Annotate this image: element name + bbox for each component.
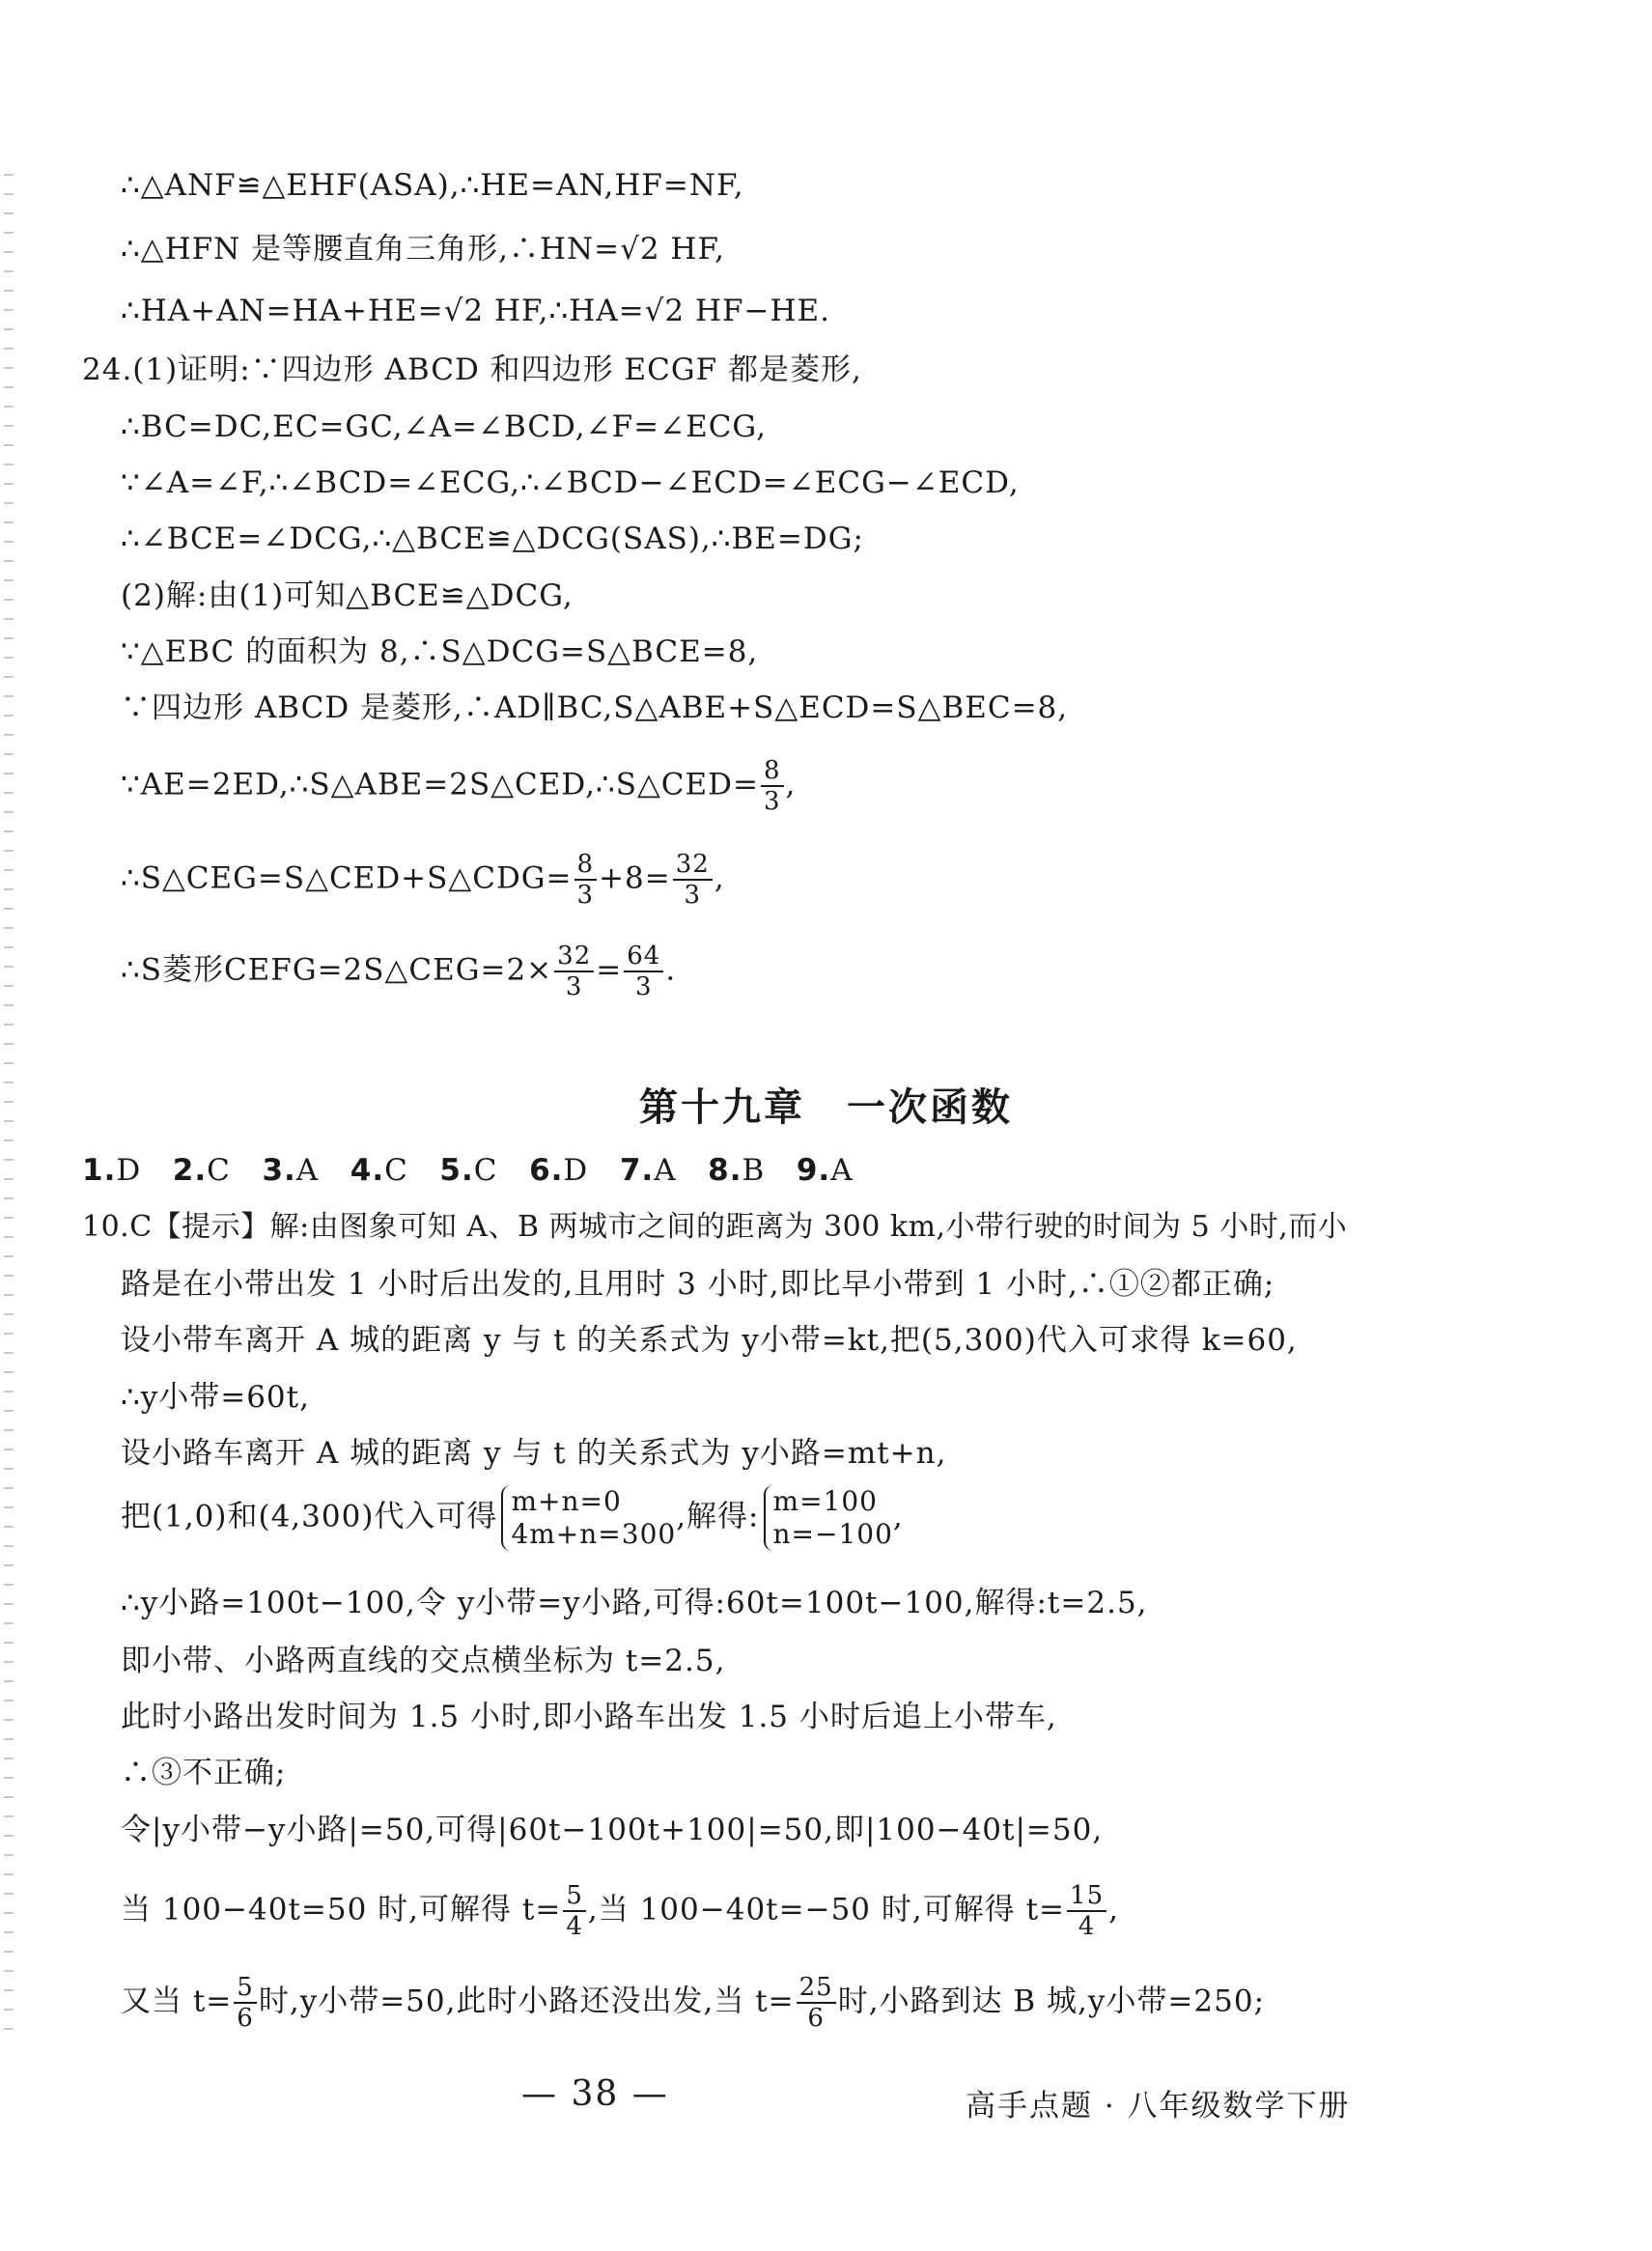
text-segment: . — [665, 952, 677, 988]
answer-number: 5. — [439, 1153, 474, 1188]
text-line: ∴∠BCE=∠DCG,∴△BCE≌△DCG(SAS),∴BE=DG; — [121, 521, 864, 556]
fraction-numerator: 5 — [563, 1881, 586, 1912]
fraction-denominator: 3 — [576, 881, 595, 910]
answer-key — [82, 1151, 854, 1190]
text-line: 10.C【提示】解:由图象可知 A、B 两城市之间的距离为 300 km,小带行驶的时间为 5 小时,而小 — [82, 1210, 1348, 1244]
fraction-denominator: 6 — [237, 2004, 254, 2033]
text-line-fraction — [121, 1881, 1119, 1941]
text-line-fraction — [121, 850, 725, 910]
answer-number: 2. — [172, 1153, 208, 1188]
answer-item — [439, 1153, 497, 1188]
text-line: ∴③不正确; — [121, 1756, 287, 1790]
equation: n=−100 — [772, 1518, 893, 1550]
text-line: 24.(1)证明:∵四边形 ABCD 和四边形 ECGF 都是菱形, — [82, 352, 862, 387]
text-segment: 又当 t= — [121, 1984, 233, 2019]
text-line: 设小带车离开 A 城的距离 y 与 t 的关系式为 y小带=kt,把(5,300)代入可求得 k=60, — [121, 1323, 1298, 1358]
answer-number: 1. — [82, 1153, 117, 1188]
answer-choice: C — [384, 1153, 408, 1188]
fraction — [574, 850, 598, 910]
fraction-denominator: 6 — [807, 2004, 825, 2033]
text-line-fraction — [121, 942, 676, 1001]
text-segment: +8= — [599, 860, 671, 896]
text-segment: , — [892, 1499, 904, 1534]
fraction-numerator: 8 — [761, 756, 784, 787]
fraction — [624, 942, 663, 1001]
page-number: — 38 — — [521, 2074, 669, 2114]
text-segment: ,当 100−40t=−50 时,可解得 t= — [587, 1892, 1066, 1927]
fraction-numerator: 5 — [234, 1973, 257, 2004]
answer-number: 6. — [529, 1153, 564, 1188]
text-line: ∴△ANF≌△EHF(ASA),∴HE=AN,HF=NF, — [121, 168, 744, 203]
fraction-denominator: 4 — [1078, 1912, 1096, 1941]
fraction-denominator: 3 — [565, 972, 583, 1001]
fraction — [234, 1973, 257, 2033]
answer-choice: C — [207, 1153, 231, 1188]
fraction — [554, 942, 594, 1001]
fraction-denominator: 4 — [566, 1912, 583, 1941]
text-line: ∴y小带=60t, — [121, 1380, 310, 1415]
text-segment: ∴S△CEG=S△CED+S△CDG= — [121, 860, 573, 896]
answer-choice: D — [116, 1153, 142, 1188]
answer-number: 3. — [262, 1153, 296, 1188]
fraction — [761, 756, 784, 816]
chapter-title: 第十九章 一次函数 — [639, 1085, 1013, 1130]
text-line: 路是在小带出发 1 小时后出发的,且用时 3 小时,即比早小带到 1 小时,∴①②都正确; — [121, 1267, 1275, 1302]
fraction-denominator: 3 — [635, 972, 653, 1001]
text-segment: 时,小路到达 B 城,y小带=250; — [837, 1984, 1266, 2019]
text-line: 即小带、小路两直线的交点横坐标为 t=2.5, — [121, 1644, 726, 1678]
text-line: ∵∠A=∠F,∴∠BCD=∠ECG,∴∠BCD−∠ECD=∠ECG−∠ECD, — [121, 465, 1020, 500]
text-segment: , — [1108, 1892, 1119, 1927]
fraction-denominator: 3 — [763, 787, 781, 816]
answer-item — [529, 1153, 588, 1188]
fraction-numerator: 8 — [574, 850, 598, 881]
fraction — [1067, 1881, 1106, 1941]
text-segment: , — [714, 860, 725, 896]
text-line-fraction — [121, 1973, 1265, 2033]
answer-number: 7. — [619, 1153, 655, 1188]
fraction — [797, 1973, 836, 2033]
fraction-numerator: 64 — [624, 942, 663, 972]
text-line: 令|y小带−y小路|=50,可得|60t−100t+100|=50,即|100−40t|=50, — [121, 1813, 1104, 1847]
equation: m+n=0 — [511, 1485, 622, 1517]
text-line: ∴HA+AN=HA+HE=√2 HF,∴HA=√2 HF−HE. — [121, 294, 831, 328]
answer-number: 8. — [708, 1153, 742, 1188]
answer-item — [708, 1153, 765, 1188]
text-line: 此时小路出发时间为 1.5 小时,即小路车出发 1.5 小时后追上小带车, — [121, 1700, 1057, 1734]
text-segment: ∴S菱形CEFG=2S△CEG=2× — [121, 952, 553, 988]
equation: 4m+n=300 — [511, 1518, 677, 1550]
fraction-denominator: 3 — [684, 881, 702, 910]
answer-item — [350, 1153, 408, 1188]
text-segment: ,解得: — [676, 1499, 760, 1534]
fraction-numerator: 25 — [797, 1973, 836, 2004]
text-line: ∴△HFN 是等腰直角三角形,∴HN=√2 HF, — [121, 232, 725, 267]
text-line: ∴BC=DC,EC=GC,∠A=∠BCD,∠F=∠ECG, — [121, 409, 767, 444]
answer-number: 9. — [796, 1153, 831, 1188]
answer-item — [262, 1153, 319, 1188]
answer-item — [82, 1153, 141, 1188]
text-segment: , — [785, 767, 797, 802]
answer-item — [173, 1153, 231, 1188]
text-segment: ∵AE=2ED,∴S△ABE=2S△CED,∴S△CED= — [121, 767, 759, 802]
text-segment: 把(1,0)和(4,300)代入可得 — [121, 1499, 498, 1534]
answer-item — [620, 1153, 677, 1188]
text-line: ∵四边形 ABCD 是菱形,∴AD∥BC,S△ABE+S△ECD=S△BEC=8, — [121, 690, 1069, 725]
book-title: 高手点题 · 八年级数学下册 — [966, 2089, 1351, 2124]
fraction-numerator: 32 — [673, 850, 713, 881]
equation-system — [764, 1485, 893, 1551]
text-segment: 时,y小带=50,此时小路还没出发,当 t= — [258, 1984, 795, 2019]
answer-choice: C — [473, 1153, 498, 1188]
equation: m=100 — [772, 1485, 878, 1517]
text-segment: = — [596, 952, 623, 988]
answer-number: 4. — [350, 1153, 385, 1188]
answer-choice: B — [742, 1153, 766, 1188]
fraction-numerator: 15 — [1067, 1881, 1106, 1912]
answer-choice: A — [830, 1153, 854, 1188]
text-line-fraction — [121, 756, 796, 816]
answer-choice: D — [563, 1153, 589, 1188]
answer-choice: A — [295, 1153, 320, 1188]
text-line: ∵△EBC 的面积为 8,∴S△DCG=S△BCE=8, — [121, 634, 759, 669]
text-line: ∴y小路=100t−100,令 y小带=y小路,可得:60t=100t−100,解得:t=2.5, — [121, 1586, 1148, 1620]
answer-item — [797, 1153, 854, 1188]
fraction — [563, 1881, 586, 1941]
equation-system — [501, 1485, 676, 1551]
fraction-numerator: 32 — [554, 942, 594, 972]
fraction — [673, 850, 713, 910]
text-line-system — [121, 1485, 904, 1551]
text-line: 设小路车离开 A 城的距离 y 与 t 的关系式为 y小路=mt+n, — [121, 1436, 947, 1471]
text-line: (2)解:由(1)可知△BCE≌△DCG, — [121, 578, 574, 613]
text-segment: 当 100−40t=50 时,可解得 t= — [121, 1892, 562, 1927]
answer-choice: A — [654, 1153, 677, 1188]
